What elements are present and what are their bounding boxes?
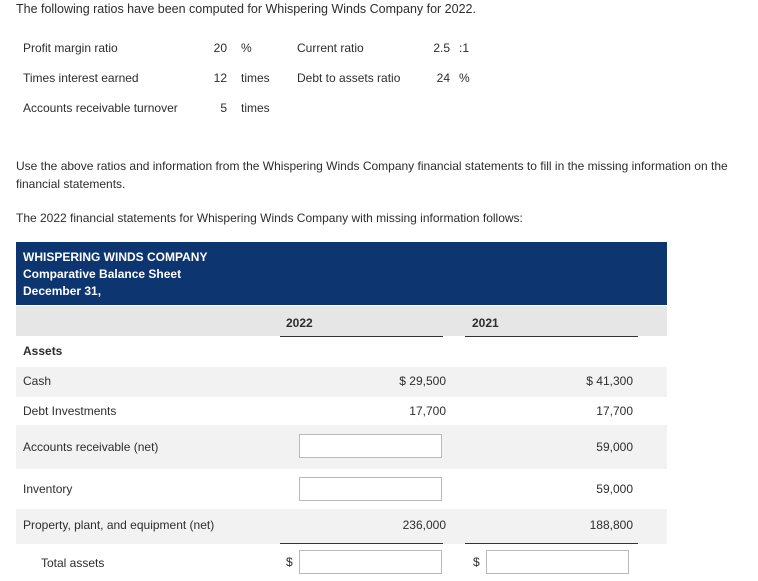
year-header-band (16, 306, 667, 336)
ratio-label-profit-margin: Profit margin ratio (23, 41, 118, 55)
ratio-label-debt-to-assets: Debt to assets ratio (297, 71, 401, 85)
ratio-unit-times-interest: times (241, 71, 270, 85)
accounts-receivable-2021-value: 59,000 (596, 440, 633, 454)
debt-investments-2022-value: 17,700 (409, 404, 446, 418)
row-label-inventory: Inventory (23, 482, 73, 496)
row-label-debt-investments: Debt Investments (23, 404, 117, 418)
ratio-value-times-interest: 12 (213, 71, 227, 85)
ratio-unit-ar-turnover: times (241, 101, 270, 115)
ratio-value-current: 2.5 (433, 41, 450, 55)
statement-intro-text: The 2022 financial statements for Whispering Winds Company with missing information follows: (16, 211, 523, 225)
ratio-value-profit-margin: 20 (213, 41, 227, 55)
total-assets-2022-input[interactable] (299, 550, 442, 574)
total-assets-2021-input[interactable] (486, 550, 629, 574)
ppe-2022-underline (280, 543, 443, 544)
ratio-unit-current: :1 (459, 41, 470, 55)
ratio-label-current: Current ratio (297, 41, 364, 55)
row-label-ppe: Property, plant, and equipment (net) (23, 518, 215, 532)
ppe-2021-underline (465, 543, 638, 544)
cash-2022-value: $ 29,500 (399, 374, 446, 388)
ratio-label-ar-turnover: Accounts receivable turnover (23, 101, 178, 115)
instructions-text: Use the above ratios and information from the Whispering Winds Company financial statements to fill in the missing information on the financial statements. (16, 159, 728, 191)
row-label-total-assets: Total assets (41, 556, 105, 570)
inventory-2021-value: 59,000 (596, 482, 633, 496)
statement-date: December 31, (23, 284, 102, 298)
ppe-2022-value: 236,000 (402, 518, 446, 532)
row-label-accounts-receivable: Accounts receivable (net) (23, 440, 159, 454)
ratio-unit-debt-to-assets: % (459, 71, 470, 85)
year-2021-header: 2021 (472, 316, 499, 330)
section-assets-label: Assets (23, 344, 63, 358)
intro-text: The following ratios have been computed for Whispering Winds Company for 2022. (16, 2, 476, 16)
ratio-value-ar-turnover: 5 (220, 101, 227, 115)
ratio-unit-profit-margin: % (241, 41, 252, 55)
ratio-value-debt-to-assets: 24 (436, 71, 450, 85)
year-2021-rule (465, 336, 638, 337)
total-assets-2021-dollar: $ (473, 555, 480, 569)
total-assets-2022-dollar: $ (286, 555, 293, 569)
row-label-cash: Cash (23, 374, 52, 388)
ratio-label-times-interest: Times interest earned (23, 71, 139, 85)
balance-sheet-header (16, 242, 667, 305)
inventory-2022-input[interactable] (299, 477, 442, 501)
ppe-2021-value: 188,800 (589, 518, 633, 532)
year-2022-rule (280, 336, 443, 337)
cash-2021-value: $ 41,300 (586, 374, 633, 388)
statement-title: Comparative Balance Sheet (23, 267, 182, 281)
debt-investments-2021-value: 17,700 (596, 404, 633, 418)
year-2022-header: 2022 (286, 316, 313, 330)
accounts-receivable-2022-input[interactable] (299, 434, 442, 458)
company-name: WHISPERING WINDS COMPANY (23, 250, 208, 264)
